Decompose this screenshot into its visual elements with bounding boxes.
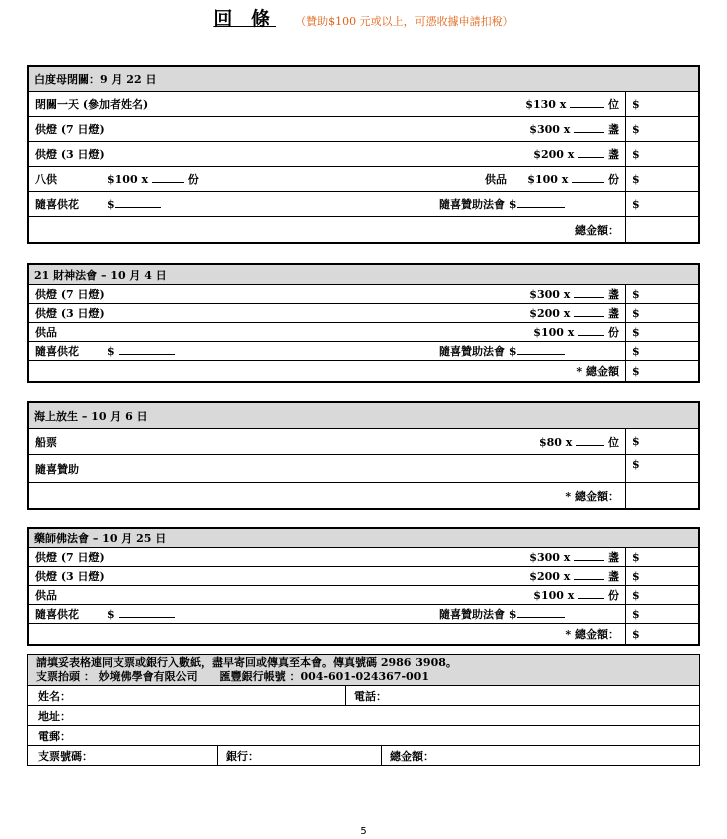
quantity-blank[interactable]	[574, 560, 604, 561]
quantity-blank[interactable]	[574, 579, 604, 580]
amount-cell[interactable]: $	[625, 429, 698, 454]
quantity-blank[interactable]	[576, 445, 604, 446]
contact-form	[27, 654, 700, 766]
row-label: 隨喜供花	[35, 608, 79, 621]
form-row	[29, 92, 698, 117]
row-label: 隨喜贊助	[35, 462, 79, 476]
amount-cell[interactable]: $	[625, 586, 698, 604]
email-field[interactable]: 電郵：	[38, 729, 71, 743]
phone-field[interactable]: 電話：	[345, 686, 699, 705]
sponsor-amount-blank[interactable]	[517, 617, 565, 618]
instruction-line: 請填妥表格連同支票或銀行入數紙，盡早寄回或傳真至本會。傳真號碼 2986 3908。	[36, 656, 457, 669]
page-title: 回 條	[213, 8, 277, 30]
row-unit: 位	[608, 98, 619, 111]
quantity-blank[interactable]	[572, 182, 604, 183]
quantity-blank[interactable]	[578, 598, 604, 599]
section-21-wealth-deity	[27, 263, 700, 383]
total-amount-cell[interactable]: $	[625, 624, 698, 644]
form-row	[29, 142, 698, 167]
row-label: 供燈 (3 日燈)	[35, 307, 105, 320]
form-row	[28, 746, 699, 765]
total-label: * 總金額：	[565, 628, 619, 641]
address-field[interactable]: 地址：	[38, 709, 71, 723]
cheque-number-field[interactable]: 支票號碼：	[38, 749, 93, 763]
row-label: 供燈 (3 日燈)	[35, 570, 105, 583]
form-row: 供燈 (7 日燈) $300 x 盞 $	[29, 285, 698, 304]
row-label: 供燈 (3 日燈)	[35, 148, 105, 161]
row-unit: 盞	[608, 123, 619, 136]
flower-amount-blank[interactable]	[115, 207, 161, 208]
row-label: 隨喜供花	[35, 345, 79, 358]
instruction-line: 支票抬頭 ： 妙境佛學會有限公司 匯豐銀行帳號 ：004-601-024367-001	[36, 670, 429, 683]
row-label: 船票	[35, 435, 57, 449]
amount-cell[interactable]: $	[625, 342, 698, 360]
section-header: 白度母閉關：9 月 22 日	[29, 67, 698, 92]
total-label: * 總金額	[576, 365, 619, 378]
form-row: 船票 $80 x 位 $	[29, 429, 698, 455]
flower-amount-blank[interactable]	[119, 617, 175, 618]
total-row	[29, 361, 698, 381]
amount-cell[interactable]: $	[625, 142, 698, 166]
row-label: 供燈 (7 日燈)	[35, 288, 105, 301]
row-label: 八供	[35, 173, 57, 186]
form-row: 隨喜供花 $ 隨喜贊助法會 $ $	[29, 192, 698, 217]
total-amount-field[interactable]: 總金額：	[381, 746, 699, 765]
total-amount-cell[interactable]	[625, 217, 698, 242]
quantity-blank[interactable]	[578, 157, 604, 158]
quantity-blank[interactable]	[574, 297, 604, 298]
quantity-blank[interactable]	[574, 132, 604, 133]
section-medicine-buddha	[27, 527, 700, 646]
row-price: $130 x	[525, 98, 567, 111]
total-label: 總金額：	[575, 223, 619, 237]
page-number: 5	[360, 826, 367, 837]
form-row	[28, 726, 699, 746]
form-row	[28, 686, 699, 706]
form-row	[29, 117, 698, 142]
row-label: 閉關一天 (參加者姓名)	[35, 98, 149, 111]
total-label: * 總金額：	[565, 489, 619, 503]
row-price: $200 x	[533, 148, 575, 161]
row-label: 供品	[35, 589, 57, 602]
amount-cell[interactable]: $	[625, 323, 698, 341]
amount-cell[interactable]: $	[625, 192, 698, 216]
row-label-sponsor: 隨喜贊助法會	[439, 198, 505, 211]
row-label: 隨喜供花	[35, 198, 79, 211]
form-row: 供品 $100 x 份 $	[29, 586, 698, 605]
row-unit: 份	[608, 173, 619, 186]
flower-amount-blank[interactable]	[119, 354, 175, 355]
instructions	[28, 655, 699, 686]
form-row	[29, 455, 698, 483]
total-amount-cell[interactable]: $	[625, 361, 698, 381]
section-header: 海上放生 – 10 月 6 日	[29, 403, 698, 429]
row-label: 供燈 (7 日燈)	[35, 123, 105, 136]
amount-cell[interactable]: $	[625, 605, 698, 623]
total-row	[29, 624, 698, 644]
quantity-blank[interactable]	[570, 107, 604, 108]
form-row: 供燈 (7 日燈) $300 x 盞 $	[29, 548, 698, 567]
section-white-tara-retreat	[27, 65, 700, 244]
row-price: $100 x	[107, 173, 149, 186]
amount-cell[interactable]: $	[625, 455, 698, 482]
row-label: 供品	[35, 326, 57, 339]
form-row	[28, 706, 699, 726]
quantity-blank[interactable]	[574, 316, 604, 317]
section-header: 21 財神法會 – 10 月 4 日	[29, 265, 698, 285]
section-life-release	[27, 401, 700, 510]
amount-cell[interactable]: $	[625, 304, 698, 322]
amount-cell[interactable]: $	[625, 92, 698, 116]
row-label: 供燈 (7 日燈)	[35, 551, 105, 564]
title-row	[0, 4, 727, 31]
form-row: 隨喜供花 $ 隨喜贊助法會 $ $	[29, 605, 698, 624]
amount-cell[interactable]: $	[625, 548, 698, 566]
title-note: （贊助$100 元或以上，可憑收據申請扣稅）	[295, 15, 514, 28]
form-row	[29, 167, 698, 192]
total-row	[29, 483, 698, 508]
amount-cell[interactable]: $	[625, 167, 698, 191]
quantity-blank[interactable]	[578, 335, 604, 336]
form-row: 供燈 (3 日燈) $200 x 盞 $	[29, 567, 698, 586]
amount-cell[interactable]: $	[625, 285, 698, 303]
bank-field[interactable]: 銀行：	[217, 746, 381, 765]
total-amount-cell[interactable]	[625, 483, 698, 508]
amount-cell[interactable]: $	[625, 117, 698, 141]
form-row: 供品 $100 x 份 $	[29, 323, 698, 342]
sponsor-amount-blank[interactable]	[517, 207, 565, 208]
row-price: $100 x	[527, 173, 569, 186]
name-field[interactable]: 姓名：	[38, 689, 71, 703]
row-unit: 盞	[608, 148, 619, 161]
form-row: 供燈 (3 日燈) $200 x 盞 $	[29, 304, 698, 323]
total-row	[29, 217, 698, 242]
row-price: $300 x	[529, 123, 571, 136]
section-header: 藥師佛法會 – 10 月 25 日	[29, 529, 698, 548]
row-label-offerings: 供品	[485, 173, 507, 186]
row-unit: 份	[187, 173, 199, 186]
quantity-blank[interactable]	[152, 182, 184, 183]
form-row: 隨喜供花 $ 隨喜贊助法會 $ $	[29, 342, 698, 361]
amount-cell[interactable]: $	[625, 567, 698, 585]
sponsor-amount-blank[interactable]	[517, 354, 565, 355]
